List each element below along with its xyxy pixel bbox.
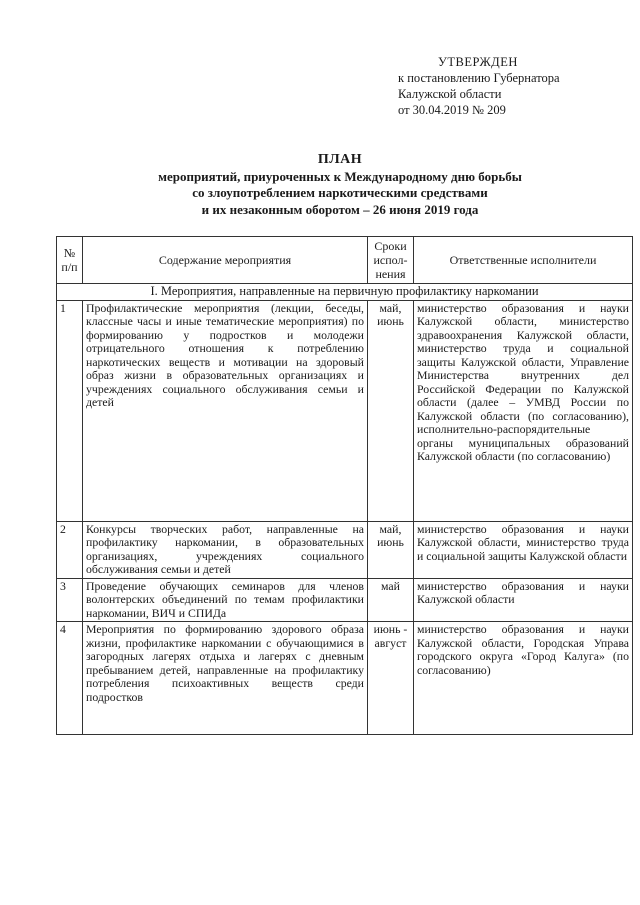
plan-table <box>56 236 633 735</box>
plan-title-line-4: и их незаконным оборотом – 26 июня 2019 года <box>201 201 479 217</box>
table-row <box>57 578 633 622</box>
row-num: 3 <box>57 578 83 622</box>
header-desc: Содержание мероприятия <box>83 237 368 284</box>
row-term: май <box>368 578 414 622</box>
row-desc: Мероприятия по формированию здорового образа жизни, профилактике наркомании с обучающимися в загородных лагерях отдыха и лагерях с дневным пребыванием детей, направленные на профилактику потребления психоактивных веществ среди подростков <box>83 622 368 735</box>
plan-title <box>100 152 580 218</box>
row-exec: министерство образования и науки Калужской области, Городская Управа городского округа «Город Калуга» (по согласованию) <box>414 622 633 735</box>
table-row <box>57 521 633 578</box>
row-desc: Конкурсы творческих работ, направленные на профилактику наркомании, в образовательных организациях, учреждениях социального обслуживания семьи и детей <box>83 521 368 578</box>
row-exec: министерство образования и науки Калужской области <box>414 578 633 622</box>
approval-block <box>398 54 560 118</box>
approval-line-1: к постановлению Губернатора <box>398 71 560 85</box>
plan-title-line-1: ПЛАН <box>317 152 363 167</box>
row-exec: министерство образования и науки Калужской области, министерство здравоохранения Калужской области, министерство труда и социальной защиты Калужской области, Управление Министерства внутренних дел Российской Федерации по Калужской области (далее – УМВД России по Калужской области (по согласованию), исполнительно-распорядительные органы муниципальных образований Калужской области (по согласованию) <box>414 300 633 521</box>
header-exec: Ответственные исполнители <box>414 237 633 284</box>
section-title: I. Мероприятия, направленные на первичную профилактику наркомании <box>57 284 633 301</box>
row-exec: министерство образования и науки Калужской области, министерство труда и социальной защиты Калужской области <box>414 521 633 578</box>
approval-line-3: от 30.04.2019 № 209 <box>398 103 506 117</box>
plan-title-line-3: со злоупотреблением наркотическими средствами <box>192 185 488 200</box>
header-term: Сроки испол-нения <box>368 237 414 284</box>
table-row <box>57 300 633 521</box>
row-num: 4 <box>57 622 83 735</box>
approval-line-2: Калужской области <box>398 87 502 101</box>
table-header-row <box>57 237 633 284</box>
header-num: № п/п <box>57 237 83 284</box>
row-term: май, июнь <box>368 521 414 578</box>
row-desc: Проведение обучающих семинаров для членов волонтерских объединений по темам профилактики наркомании, ВИЧ и СПИДа <box>83 578 368 622</box>
row-num: 2 <box>57 521 83 578</box>
row-desc: Профилактические мероприятия (лекции, беседы, классные часы и иные тематические мероприятия) по формированию у подростков и молодежи отрицательного отношения к потреблению наркотических веществ и мотивации на здоровый образ жизни в образовательных организациях и учреждениях социального обслуживания семьи и детей <box>83 300 368 521</box>
table-row <box>57 622 633 735</box>
row-term: июнь - август <box>368 622 414 735</box>
section-row <box>57 284 633 301</box>
row-num: 1 <box>57 300 83 521</box>
approval-title: УТВЕРЖДЕН <box>438 55 518 69</box>
plan-title-line-2: мероприятий, приуроченных к Международному дню борьбы <box>158 168 522 184</box>
row-term: май, июнь <box>368 300 414 521</box>
